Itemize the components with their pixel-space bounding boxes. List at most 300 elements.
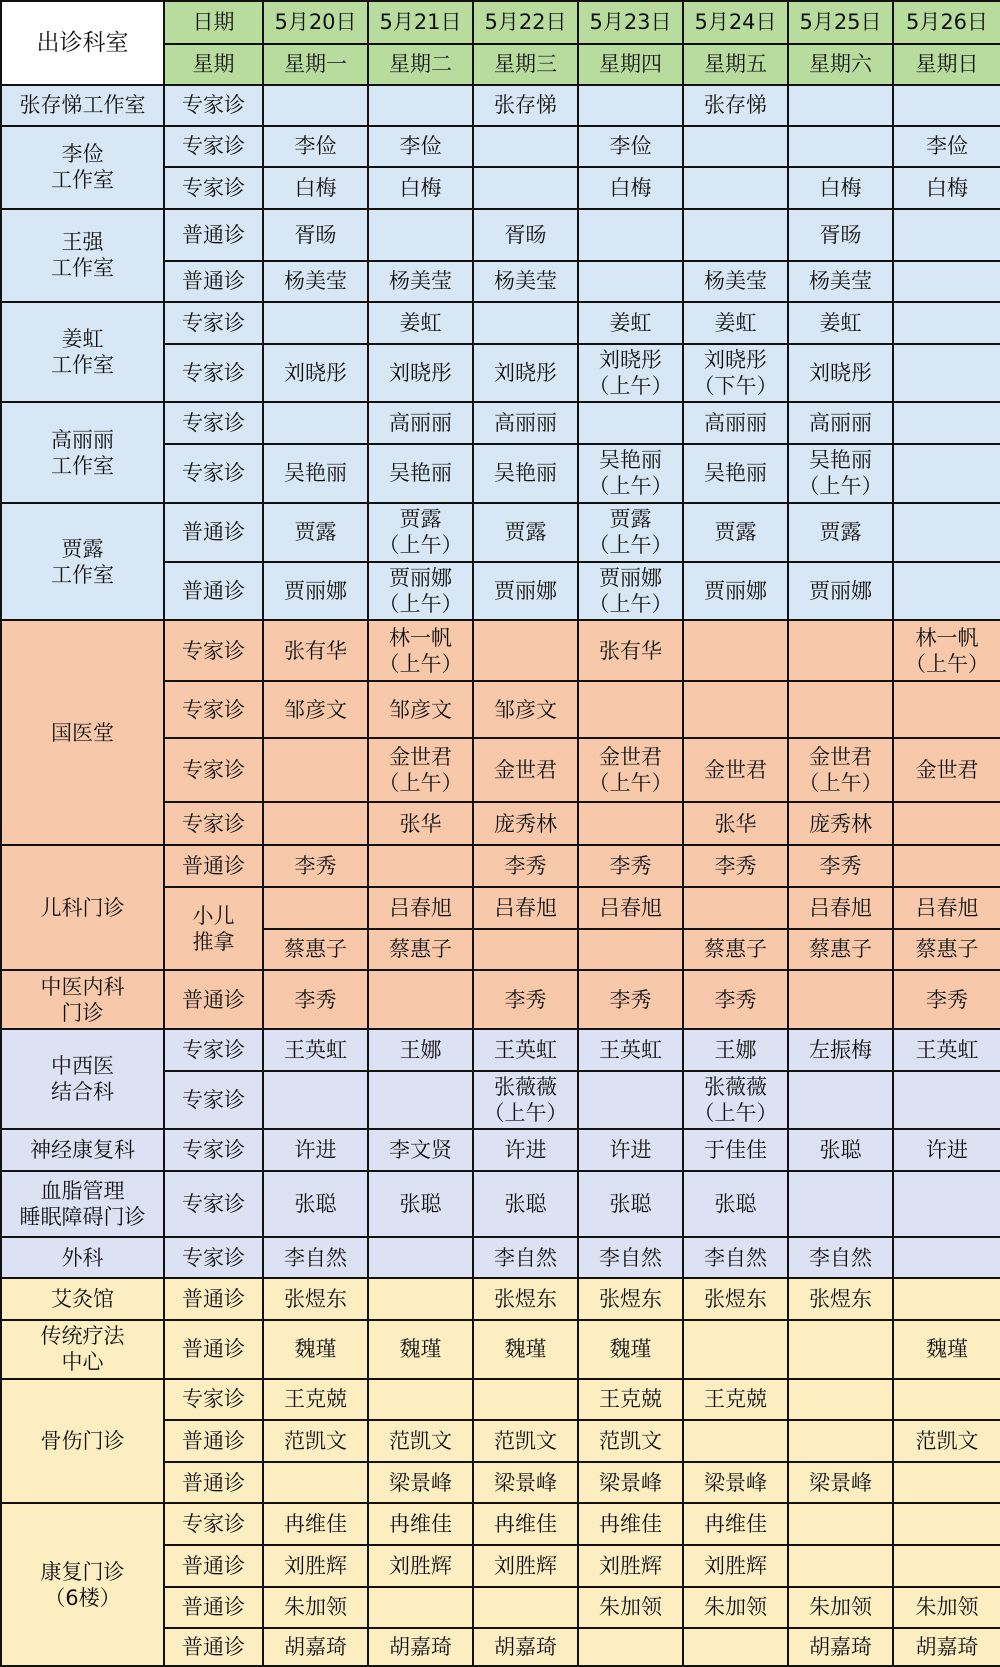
doctor-cell: 白梅: [788, 167, 893, 209]
doctor-cell: [683, 887, 788, 929]
doctor-cell: 胡嘉琦: [788, 1628, 893, 1666]
doctor-cell: 李秀: [893, 970, 1000, 1029]
doctor-cell: [263, 1071, 368, 1130]
doctor-cell: 朱加领: [263, 1587, 368, 1629]
doctor-cell: [893, 1237, 1000, 1279]
department-name: 血脂管理 睡眠障碍门诊: [1, 1171, 164, 1237]
schedule-row: [1, 1129, 1000, 1171]
doctor-cell: 李秀: [473, 845, 578, 887]
doctor-cell: 冉维佳: [683, 1503, 788, 1545]
doctor-cell: [263, 402, 368, 444]
clinic-type: 专家诊: [164, 1503, 263, 1545]
doctor-cell: 魏瑾: [893, 1320, 1000, 1379]
date-cell: 5月20日: [263, 1, 368, 44]
department-name: 骨伤门诊: [1, 1379, 164, 1504]
clinic-type: 普通诊: [164, 1278, 263, 1320]
doctor-cell: [473, 1379, 578, 1421]
doctor-cell: 李秀: [788, 845, 893, 887]
doctor-cell: [368, 85, 473, 126]
clinic-type: 专家诊: [164, 1129, 263, 1171]
department-name: 康复门诊 （6楼）: [1, 1503, 164, 1666]
doctor-cell: [893, 845, 1000, 887]
corner-header: 出诊科室: [1, 1, 164, 85]
clinic-type: 专家诊: [164, 681, 263, 738]
doctor-cell: 王英虹: [893, 1029, 1000, 1071]
doctor-cell: 冉维佳: [263, 1503, 368, 1545]
doctor-cell: 李俭: [893, 126, 1000, 168]
doctor-cell: 李文贤: [368, 1129, 473, 1171]
schedule-row: [1, 970, 1000, 1029]
doctor-cell: 刘晓彤: [473, 344, 578, 403]
doctor-cell: 李秀: [263, 845, 368, 887]
date-cell: 5月26日: [893, 1, 1000, 44]
doctor-cell: 贾露: [473, 503, 578, 562]
doctor-cell: 李俭: [368, 126, 473, 168]
schedule-row: [1, 1320, 1000, 1379]
doctor-cell: 李自然: [578, 1237, 683, 1279]
doctor-cell: 张聪: [578, 1171, 683, 1237]
doctor-cell: [578, 209, 683, 261]
doctor-cell: 胥旸: [473, 209, 578, 261]
department-name: 国医堂: [1, 620, 164, 845]
doctor-cell: 魏瑾: [368, 1320, 473, 1379]
doctor-cell: 姜虹: [788, 302, 893, 344]
doctor-cell: [263, 887, 368, 929]
doctor-cell: [263, 85, 368, 126]
doctor-cell: 刘晓彤 （上午）: [578, 344, 683, 403]
schedule-row: [1, 1171, 1000, 1237]
schedule-row: [1, 209, 1000, 261]
doctor-cell: 刘胜辉: [683, 1545, 788, 1587]
schedule-row: [1, 845, 1000, 887]
doctor-cell: 张有华: [263, 620, 368, 681]
doctor-cell: 张存悌: [683, 85, 788, 126]
doctor-cell: [473, 1587, 578, 1629]
date-cell: 5月24日: [683, 1, 788, 44]
clinic-type: 专家诊: [164, 402, 263, 444]
doctor-cell: 贾丽娜 （上午）: [578, 562, 683, 621]
doctor-cell: 林一帆 （上午）: [893, 620, 1000, 681]
clinic-type: 专家诊: [164, 302, 263, 344]
doctor-cell: 范凯文: [473, 1420, 578, 1462]
doctor-cell: 姜虹: [368, 302, 473, 344]
doctor-cell: 魏瑾: [263, 1320, 368, 1379]
clinic-type: 专家诊: [164, 1171, 263, 1237]
doctor-cell: 张有华: [578, 620, 683, 681]
clinic-type: 普通诊: [164, 261, 263, 303]
doctor-cell: 冉维佳: [473, 1503, 578, 1545]
doctor-cell: 李俭: [263, 126, 368, 168]
doctor-cell: [893, 562, 1000, 621]
doctor-cell: 李秀: [263, 970, 368, 1029]
doctor-cell: [578, 1628, 683, 1666]
doctor-cell: [578, 1071, 683, 1130]
doctor-cell: 刘晓彤: [368, 344, 473, 403]
department-name: 李俭 工作室: [1, 126, 164, 209]
doctor-cell: 张聪: [788, 1129, 893, 1171]
doctor-cell: 蔡惠子: [683, 929, 788, 971]
clinic-type: 普通诊: [164, 503, 263, 562]
doctor-cell: [788, 85, 893, 126]
clinic-type: 普通诊: [164, 970, 263, 1029]
doctor-cell: [578, 802, 683, 846]
doctor-cell: 金世君 （上午）: [788, 738, 893, 802]
doctor-cell: 吕春旭: [788, 887, 893, 929]
doctor-cell: 杨美莹: [368, 261, 473, 303]
doctor-cell: 梁景峰: [578, 1462, 683, 1504]
doctor-cell: [578, 261, 683, 303]
schedule-row: [1, 126, 1000, 168]
department-name: 王强 工作室: [1, 209, 164, 302]
doctor-cell: 张聪: [263, 1171, 368, 1237]
doctor-cell: 邹彦文: [263, 681, 368, 738]
doctor-cell: [788, 1420, 893, 1462]
schedule-row: [1, 620, 1000, 681]
doctor-cell: [473, 929, 578, 971]
doctor-cell: 姜虹: [683, 302, 788, 344]
date-cell: 5月23日: [578, 1, 683, 44]
doctor-cell: 吕春旭: [473, 887, 578, 929]
doctor-cell: [683, 126, 788, 168]
doctor-cell: 吴艳丽: [263, 444, 368, 503]
doctor-cell: 胡嘉琦: [893, 1628, 1000, 1666]
doctor-cell: 魏瑾: [473, 1320, 578, 1379]
doctor-cell: [263, 302, 368, 344]
weekday-cell: 星期三: [473, 44, 578, 86]
doctor-cell: 吴艳丽 （上午）: [578, 444, 683, 503]
department-name: 高丽丽 工作室: [1, 402, 164, 502]
doctor-cell: [263, 802, 368, 846]
doctor-cell: 吴艳丽: [473, 444, 578, 503]
clinic-type: 普通诊: [164, 1545, 263, 1587]
schedule-row: [1, 1278, 1000, 1320]
doctor-cell: [893, 209, 1000, 261]
doctor-cell: 姜虹: [578, 302, 683, 344]
doctor-cell: [893, 503, 1000, 562]
doctor-cell: 胡嘉琦: [473, 1628, 578, 1666]
doctor-cell: [893, 85, 1000, 126]
doctor-cell: 刘胜辉: [473, 1545, 578, 1587]
date-cell: 5月21日: [368, 1, 473, 44]
clinic-type: 专家诊: [164, 85, 263, 126]
doctor-cell: [368, 970, 473, 1029]
doctor-cell: 杨美莹: [263, 261, 368, 303]
doctor-cell: 白梅: [578, 167, 683, 209]
doctor-cell: 贾丽娜: [683, 562, 788, 621]
doctor-cell: 贾露 （上午）: [578, 503, 683, 562]
doctor-cell: [893, 444, 1000, 503]
doctor-cell: [578, 402, 683, 444]
doctor-cell: [893, 1545, 1000, 1587]
doctor-cell: 邹彦文: [473, 681, 578, 738]
doctor-cell: [893, 1379, 1000, 1421]
doctor-cell: 高丽丽: [683, 402, 788, 444]
clinic-type: 普通诊: [164, 1320, 263, 1379]
doctor-cell: 庞秀林: [788, 802, 893, 846]
doctor-cell: 范凯文: [578, 1420, 683, 1462]
doctor-cell: 吕春旭: [368, 887, 473, 929]
doctor-cell: 杨美莹: [473, 261, 578, 303]
doctor-cell: 王娜: [368, 1029, 473, 1071]
schedule-row: [1, 402, 1000, 444]
doctor-cell: [578, 929, 683, 971]
doctor-cell: 冉维佳: [368, 1503, 473, 1545]
clinic-type: 专家诊: [164, 1379, 263, 1421]
weekday-cell: 星期二: [368, 44, 473, 86]
doctor-cell: [683, 620, 788, 681]
doctor-cell: 王英虹: [578, 1029, 683, 1071]
doctor-cell: 王克兢: [683, 1379, 788, 1421]
schedule-body: [1, 1, 1000, 1666]
doctor-cell: 林一帆 （上午）: [368, 620, 473, 681]
doctor-cell: [788, 620, 893, 681]
doctor-cell: 范凯文: [368, 1420, 473, 1462]
doctor-cell: [788, 1171, 893, 1237]
header-date-row: [1, 1, 1000, 44]
clinic-type: 专家诊: [164, 1071, 263, 1130]
doctor-cell: [578, 681, 683, 738]
doctor-cell: 朱加领: [893, 1587, 1000, 1629]
doctor-cell: 李秀: [683, 845, 788, 887]
doctor-cell: 杨美莹: [683, 261, 788, 303]
clinic-type: 专家诊: [164, 344, 263, 403]
doctor-cell: 吕春旭: [578, 887, 683, 929]
doctor-cell: 张华: [683, 802, 788, 846]
doctor-cell: 李自然: [473, 1237, 578, 1279]
clinic-type: 普通诊: [164, 209, 263, 261]
clinic-type: 普通诊: [164, 1420, 263, 1462]
doctor-cell: 蔡惠子: [893, 929, 1000, 971]
doctor-cell: [368, 1237, 473, 1279]
doctor-cell: [473, 126, 578, 168]
doctor-cell: [893, 261, 1000, 303]
doctor-cell: 吴艳丽: [683, 444, 788, 503]
doctor-cell: 王娜: [683, 1029, 788, 1071]
doctor-cell: [473, 167, 578, 209]
doctor-cell: 张煜东: [578, 1278, 683, 1320]
doctor-cell: 梁景峰: [368, 1462, 473, 1504]
doctor-cell: 张煜东: [788, 1278, 893, 1320]
clinic-type: 普通诊: [164, 845, 263, 887]
doctor-cell: 贾丽娜: [788, 562, 893, 621]
doctor-cell: [683, 681, 788, 738]
doctor-cell: 梁景峰: [683, 1462, 788, 1504]
clinic-type: 专家诊: [164, 802, 263, 846]
doctor-cell: [788, 970, 893, 1029]
clinic-type: 小儿 推拿: [164, 887, 263, 970]
doctor-cell: 朱加领: [683, 1587, 788, 1629]
doctor-cell: [788, 1379, 893, 1421]
doctor-cell: 杨美莹: [788, 261, 893, 303]
doctor-cell: 朱加领: [788, 1587, 893, 1629]
doctor-cell: 蔡惠子: [263, 929, 368, 971]
doctor-cell: 李秀: [578, 970, 683, 1029]
weekday-cell: 星期日: [893, 44, 1000, 86]
doctor-cell: 张煜东: [263, 1278, 368, 1320]
doctor-cell: [893, 1071, 1000, 1130]
department-name: 神经康复科: [1, 1129, 164, 1171]
doctor-cell: 王克兢: [578, 1379, 683, 1421]
doctor-cell: [788, 126, 893, 168]
doctor-cell: 蔡惠子: [788, 929, 893, 971]
doctor-cell: [473, 302, 578, 344]
doctor-cell: 胥旸: [263, 209, 368, 261]
doctor-cell: [683, 209, 788, 261]
doctor-cell: 贾露: [263, 503, 368, 562]
doctor-cell: 范凯文: [893, 1420, 1000, 1462]
schedule-row: [1, 85, 1000, 126]
doctor-cell: [893, 1503, 1000, 1545]
doctor-cell: 李秀: [683, 970, 788, 1029]
doctor-cell: [893, 681, 1000, 738]
doctor-cell: [368, 845, 473, 887]
doctor-cell: [263, 1462, 368, 1504]
doctor-cell: 白梅: [893, 167, 1000, 209]
schedule-row: [1, 1379, 1000, 1421]
doctor-cell: 贾露 （上午）: [368, 503, 473, 562]
doctor-cell: [683, 1628, 788, 1666]
weekday-cell: 星期四: [578, 44, 683, 86]
department-name: 姜虹 工作室: [1, 302, 164, 402]
doctor-cell: 刘晓彤: [788, 344, 893, 403]
doctor-cell: 金世君 （上午）: [578, 738, 683, 802]
doctor-cell: 吕春旭: [893, 887, 1000, 929]
schedule-row: [1, 503, 1000, 562]
doctor-cell: 金世君 （上午）: [368, 738, 473, 802]
doctor-cell: 高丽丽: [473, 402, 578, 444]
doctor-cell: 贾丽娜: [473, 562, 578, 621]
doctor-cell: 梁景峰: [473, 1462, 578, 1504]
doctor-cell: 张华: [368, 802, 473, 846]
doctor-cell: 贾丽娜: [263, 562, 368, 621]
doctor-cell: 高丽丽: [368, 402, 473, 444]
doctor-cell: 朱加领: [578, 1587, 683, 1629]
doctor-cell: 梁景峰: [788, 1462, 893, 1504]
doctor-cell: 王英虹: [263, 1029, 368, 1071]
doctor-cell: [893, 802, 1000, 846]
doctor-cell: 许进: [578, 1129, 683, 1171]
clinic-type: 普通诊: [164, 1628, 263, 1666]
doctor-cell: 白梅: [368, 167, 473, 209]
schedule-row: [1, 1029, 1000, 1071]
department-name: 儿科门诊: [1, 845, 164, 970]
doctor-cell: 刘晓彤: [263, 344, 368, 403]
schedule-row: [1, 1237, 1000, 1279]
weekday-cell: 星期一: [263, 44, 368, 86]
doctor-cell: 刘胜辉: [263, 1545, 368, 1587]
doctor-cell: 张聪: [368, 1171, 473, 1237]
doctor-cell: 白梅: [263, 167, 368, 209]
doctor-cell: 王克兢: [263, 1379, 368, 1421]
clinic-type: 专家诊: [164, 620, 263, 681]
schedule-row: [1, 302, 1000, 344]
doctor-cell: 李自然: [788, 1237, 893, 1279]
doctor-cell: 张存悌: [473, 85, 578, 126]
doctor-cell: 许进: [893, 1129, 1000, 1171]
department-name: 中医内科 门诊: [1, 970, 164, 1029]
doctor-cell: 吴艳丽 （上午）: [788, 444, 893, 503]
doctor-cell: [893, 302, 1000, 344]
doctor-cell: 胡嘉琦: [263, 1628, 368, 1666]
doctor-cell: [683, 1420, 788, 1462]
doctor-cell: [683, 167, 788, 209]
clinic-type: 专家诊: [164, 167, 263, 209]
doctor-cell: 于佳佳: [683, 1129, 788, 1171]
weekday-cell: 星期五: [683, 44, 788, 86]
doctor-cell: 吴艳丽: [368, 444, 473, 503]
doctor-cell: [788, 681, 893, 738]
doctor-cell: 李自然: [683, 1237, 788, 1279]
doctor-cell: 庞秀林: [473, 802, 578, 846]
doctor-cell: [788, 1320, 893, 1379]
doctor-cell: [893, 402, 1000, 444]
doctor-cell: [368, 1278, 473, 1320]
doctor-cell: [263, 738, 368, 802]
doctor-cell: 高丽丽: [788, 402, 893, 444]
doctor-cell: 金世君: [683, 738, 788, 802]
doctor-cell: 金世君: [473, 738, 578, 802]
doctor-cell: [368, 1379, 473, 1421]
doctor-cell: 王英虹: [473, 1029, 578, 1071]
weekday-cell: 星期六: [788, 44, 893, 86]
doctor-cell: [893, 1462, 1000, 1504]
doctor-cell: 张煜东: [473, 1278, 578, 1320]
doctor-cell: 金世君: [893, 738, 1000, 802]
doctor-cell: 张聪: [473, 1171, 578, 1237]
department-name: 外科: [1, 1237, 164, 1279]
doctor-cell: 张煜东: [683, 1278, 788, 1320]
department-name: 艾灸馆: [1, 1278, 164, 1320]
doctor-cell: 李秀: [578, 845, 683, 887]
clinic-type: 专家诊: [164, 444, 263, 503]
doctor-cell: 许进: [263, 1129, 368, 1171]
doctor-cell: [893, 1171, 1000, 1237]
doctor-cell: [368, 1587, 473, 1629]
doctor-cell: 贾露: [683, 503, 788, 562]
doctor-cell: 刘胜辉: [368, 1545, 473, 1587]
department-name: 张存悌工作室: [1, 85, 164, 126]
doctor-cell: [893, 344, 1000, 403]
doctor-cell: [788, 1545, 893, 1587]
date-cell: 5月22日: [473, 1, 578, 44]
clinic-type: 专家诊: [164, 1029, 263, 1071]
doctor-cell: [788, 1503, 893, 1545]
doctor-cell: 胥旸: [788, 209, 893, 261]
doctor-cell: 刘晓彤 （下午）: [683, 344, 788, 403]
schedule-row: [1, 1503, 1000, 1545]
department-name: 传统疗法 中心: [1, 1320, 164, 1379]
doctor-cell: [473, 620, 578, 681]
doctor-cell: 蔡惠子: [368, 929, 473, 971]
date-label: 日期: [164, 1, 263, 44]
doctor-cell: [893, 1278, 1000, 1320]
doctor-cell: 魏瑾: [578, 1320, 683, 1379]
doctor-cell: 邹彦文: [368, 681, 473, 738]
clinic-type: 普通诊: [164, 1587, 263, 1629]
clinic-type: 专家诊: [164, 126, 263, 168]
doctor-cell: 李秀: [473, 970, 578, 1029]
doctor-cell: 冉维佳: [578, 1503, 683, 1545]
doctor-cell: 李自然: [263, 1237, 368, 1279]
department-name: 贾露 工作室: [1, 503, 164, 621]
doctor-cell: [578, 85, 683, 126]
doctor-cell: 范凯文: [263, 1420, 368, 1462]
doctor-cell: [368, 1071, 473, 1130]
clinic-type: 普通诊: [164, 562, 263, 621]
doctor-cell: 张聪: [683, 1171, 788, 1237]
doctor-cell: 胡嘉琦: [368, 1628, 473, 1666]
doctor-cell: 许进: [473, 1129, 578, 1171]
